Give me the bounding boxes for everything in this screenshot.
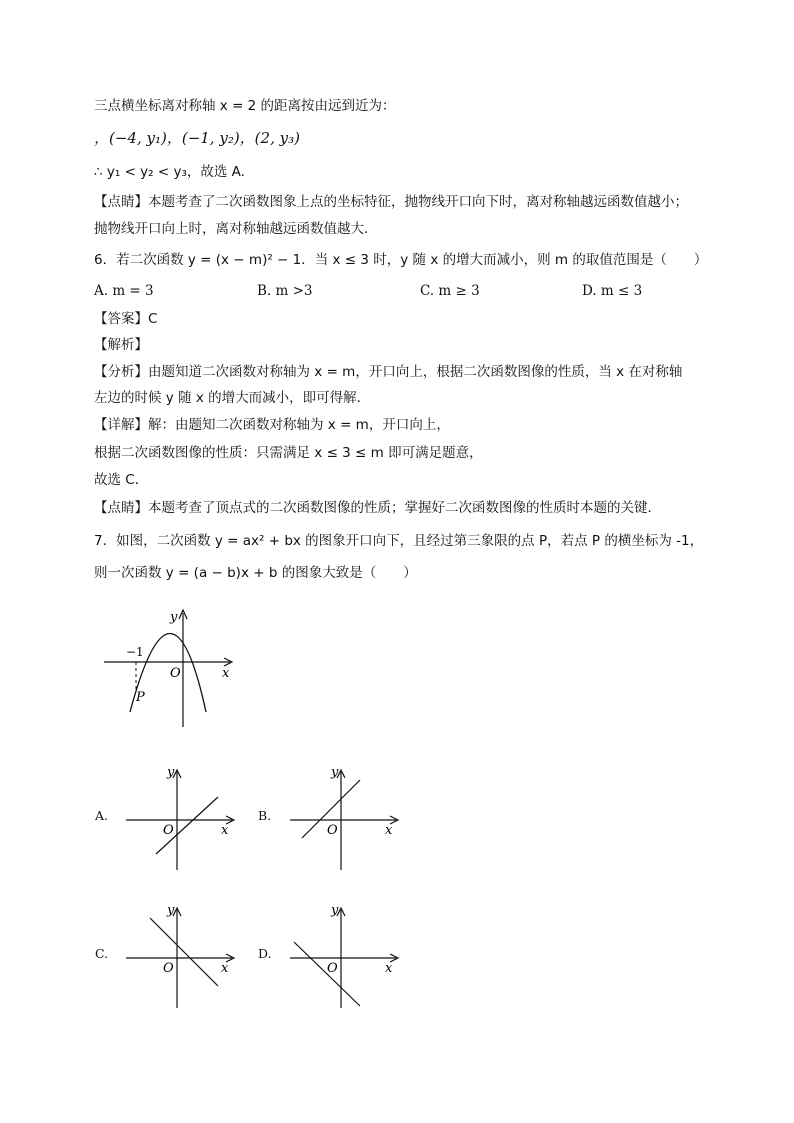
choice-b-graph: [284, 758, 404, 873]
text-line-1: 三点横坐标离对称轴 x = 2 的距离按由远到近为：: [94, 98, 396, 114]
choice-c-line: [150, 918, 218, 986]
text-line-points: ，(−4, y₁)，(−1, y₂)，(2, y₃): [94, 129, 300, 147]
detail-line-2: 根据二次函数图像的性质：只需满足 x ≤ 3 ≤ m 即可满足题意，: [94, 445, 483, 461]
figure-label-y: y: [170, 610, 178, 625]
detail-line-1: 【详解】解：由题知二次函数对称轴为 x = m，开口向上，: [94, 417, 450, 433]
choice-c-label: C.: [95, 946, 109, 961]
choice-a-label-x: x: [221, 823, 229, 838]
analysis-line-1: 【分析】由题知道二次函数对称轴为 x = m，开口向上，根据二次函数图像的性质，当 x 在对称轴: [94, 364, 683, 380]
choice-a-label-y: y: [167, 765, 175, 780]
choice-d-label-origin: O: [327, 961, 338, 976]
q6-option-d: D. m ≤ 3: [582, 283, 643, 299]
parabola-figure: [100, 605, 240, 730]
choice-a-label: A.: [95, 808, 109, 823]
choice-a-label-origin: O: [163, 823, 174, 838]
detail-line-3: 故选 C．: [94, 472, 149, 488]
comment-line-2: 抛物线开口向上时，离对称轴越远函数值越大．: [94, 221, 378, 237]
text-line-conclusion: ∴ y₁ < y₂ < y₃，故选 A.: [94, 164, 245, 180]
choice-d-graph: [284, 896, 404, 1011]
analysis-line-2: 左边的时候 y 随 x 的增大而减小，即可得解．: [94, 390, 371, 406]
figure-label-tick: −1: [126, 645, 144, 659]
comment-line-1: 【点睛】本题考查了二次函数图象上点的坐标特征，抛物线开口向下时，离对称轴越远函数值越小；: [94, 194, 688, 210]
choice-b-label-x: x: [385, 823, 393, 838]
q6-option-c: C. m ≥ 3: [420, 283, 480, 299]
answer-line: 【答案】C: [94, 311, 158, 327]
choice-d-label-y: y: [331, 903, 339, 918]
choice-c-label-y: y: [167, 903, 175, 918]
choice-d-label-x: x: [385, 961, 393, 976]
figure-label-x: x: [222, 666, 230, 681]
choice-c-label-x: x: [221, 961, 229, 976]
figure-label-origin: O: [170, 666, 181, 681]
question-7-line-1: 7．如图，二次函数 y = ax² + bx 的图象开口向下，且经过第三象限的点 P，若点 P 的横坐标为 -1，: [94, 533, 704, 549]
question-6: 6．若二次函数 y = (x − m)² − 1．当 x ≤ 3 时，y 随 x 的增大而减小，则 m 的取值范围是（ ）: [94, 252, 708, 268]
choice-c-graph: [120, 896, 240, 1011]
q6-option-b: B. m >3: [257, 283, 313, 299]
choice-b-label-y: y: [331, 765, 339, 780]
q6-option-a: A. m = 3: [94, 283, 154, 299]
choice-c-label-origin: O: [163, 961, 174, 976]
question-7-line-2: 则一次函数 y = (a − b)x + b 的图象大致是（ ）: [94, 565, 417, 581]
analysis-heading: 【解析】: [94, 337, 148, 353]
choice-d-label: D.: [258, 946, 272, 961]
choice-a-graph: [120, 758, 240, 873]
choice-b-label-origin: O: [327, 823, 338, 838]
comment-line-6: 【点睛】本题考查了顶点式的二次函数图像的性质；掌握好二次函数图像的性质时本题的关键．: [94, 500, 661, 516]
choice-b-label: B.: [258, 808, 272, 823]
figure-label-point: P: [136, 690, 145, 705]
